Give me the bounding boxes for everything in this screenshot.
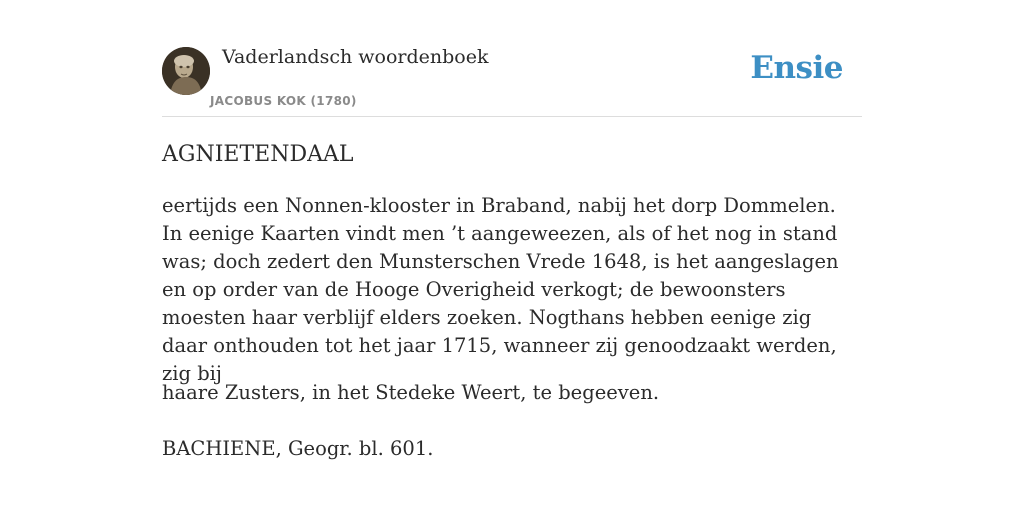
entry-source: BACHIENE, Geogr. bl. 601. [162,437,434,460]
brand-logo[interactable]: Ensie [750,50,843,86]
author-name[interactable]: JACOBUS KOK (1780) [210,94,357,108]
entry-paragraph: haare Zusters, in het Stedeke Weert, te begeeven. [162,381,660,404]
book-title[interactable]: Vaderlandsch woordenboek [222,46,489,68]
author-avatar[interactable] [162,47,210,95]
author-portrait-icon [162,47,210,95]
entry-header [162,0,862,117]
entry-title: AGNIETENDAAL [162,142,354,167]
entry-paragraph: eertijds een Nonnen-klooster in Braband, nabij het dorp Dommelen. In eenige Kaarten vindt men ’t aangeweezen, als of het nog in stand was; doch zedert den Munsterschen Vrede 1648, is het aangeslagen en op order van de Hooge Overigheid verkogt; de bewoonsters moesten haar verblijf elders zoeken. Nogthans hebben eenige zig daar onthouden tot het jaar 1715, wanneer zij genoodzaakt werden, zig bij [162,194,839,385]
entry-card [162,0,862,512]
